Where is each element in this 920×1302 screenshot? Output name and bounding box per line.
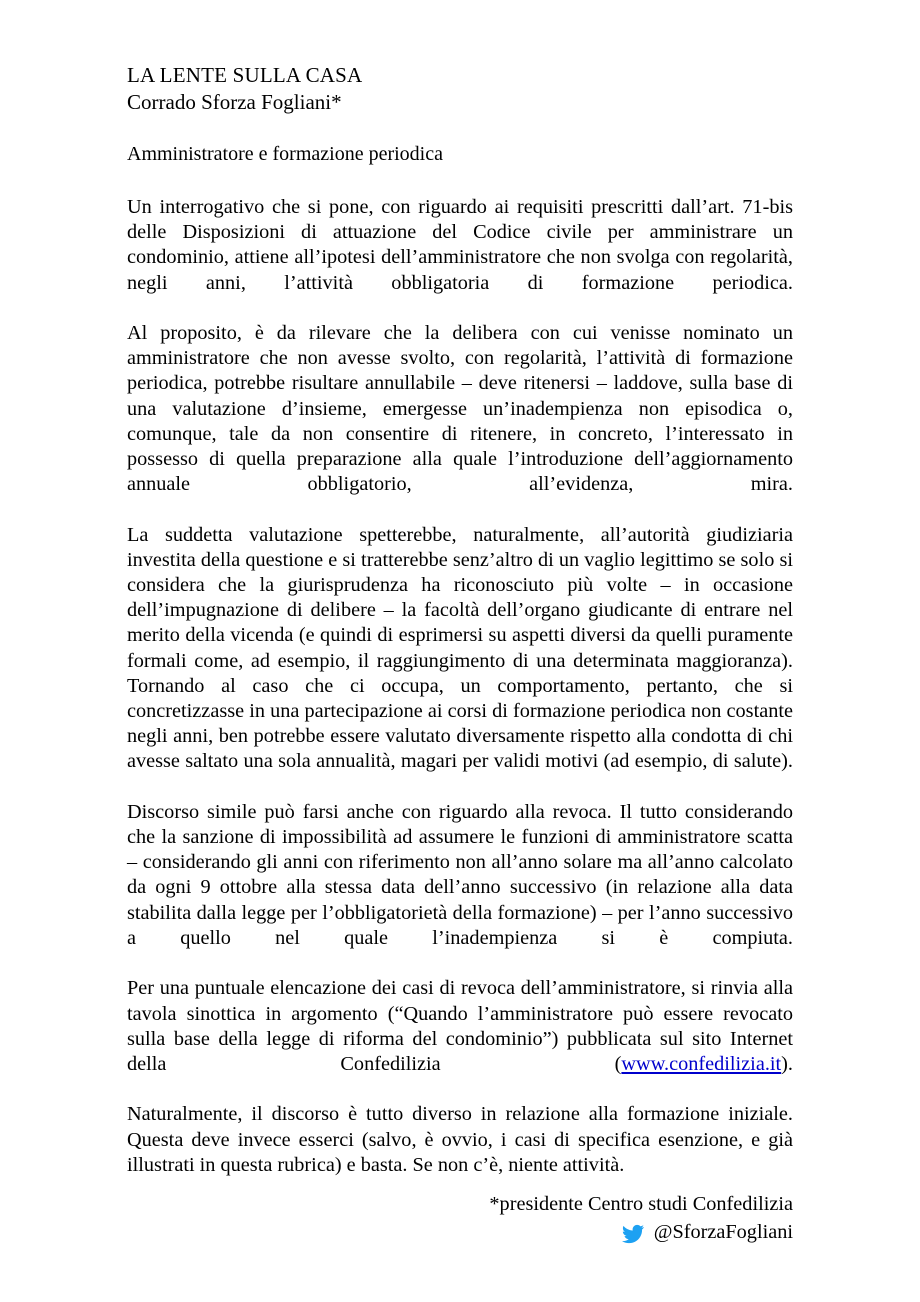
column-title: LA LENTE SULLA CASA: [127, 63, 363, 87]
twitter-handle-row: [127, 1218, 793, 1246]
twitter-handle[interactable]: @SforzaFogliani: [653, 1221, 793, 1243]
paragraph: La suddetta valutazione spetterebbe, naturalmente, all’autorità giudiziaria investita della questione e si tratterebbe senz’altro di un vaglio legittimo se solo si considera che la giurisprudenza ha riconosciuto più volte – in occasione dell’impugnazione di delibere – la facoltà dell’organo giudicante di entrare nel merito della vicenda (e quindi di esprimersi su aspetti diversi da quelli puramente formali come, ad esempio, il raggiungimento di una determinata maggioranza). Tornando al caso che ci occupa, un comportamento, pertanto, che si concretizzasse in una partecipazione ai corsi di formazione periodica non costante negli anni, ben potrebbe essere valutato diversamente rispetto alla condotta di chi avesse saltato una sola annualità, magari per validi motivi (ad esempio, di salute).: [127, 523, 793, 773]
paragraph: Naturalmente, il discorso è tutto diverso in relazione alla formazione iniziale. Questa deve invece esserci (salvo, è ovvio, i casi di specifica esenzione, e già illustrati in questa rubrica) e basta. Se non c’è, niente attività.: [127, 1103, 793, 1176]
paragraph-with-link: [127, 976, 793, 1102]
confedilizia-website-link[interactable]: www.confedilizia.it: [621, 1052, 782, 1075]
paragraph: Discorso simile può farsi anche con riguardo alla revoca. Il tutto considerando che la sanzione di impossibilità ad assumere le funzioni di amministratore scatta – considerando gli anni con riferimento non all’anno solare ma all’anno calcolato da ogni 9 ottobre alla stessa data dell’anno successivo (in relazione alla data stabilita dalla legge per l’obbligatorietà della formazione) – per l’anno successivo a quello nel quale l’inadempienza si è compiuta.: [127, 800, 793, 949]
author-role-note: *presidente Centro studi Confedilizia: [489, 1193, 793, 1215]
article-heading: Amministratore e formazione periodica: [127, 143, 443, 165]
author-byline: Corrado Sforza Fogliani*: [127, 90, 342, 114]
article-footer: [127, 1190, 793, 1246]
paragraph: Un interrogativo che si pone, con riguardo ai requisiti prescritti dall’art. 71-bis delle Disposizioni di attuazione del Codice civile per amministrare un condominio, attiene all’ipotesi dell’amministratore che non svolga con regolarità, negli anni, l’attività obbligatoria di formazione periodica.: [127, 196, 793, 294]
paragraph: Al proposito, è da rilevare che la delibera con cui venisse nominato un amministratore che non avesse svolto, con regolarità, l’attività di formazione periodica, potrebbe risultare annullabile – deve ritenersi – laddove, sulla base di una valutazione d’insieme, emergesse un’inadempienza non episodica o, comunque, tale da non consentire di ritenere, in concreto, l’interessato in possesso di quella preparazione alla quale l’introduzione dell’aggiornamento annuale obbligatorio, all’evidenza, mira.: [127, 322, 793, 496]
document-content: [127, 62, 793, 1178]
paragraph-text-before-link: Per una puntuale elencazione dei casi di revoca dell’amministratore, si rinvia alla tavola sinottica in argomento (“Quando l’amministratore può essere revocato sulla base della legge di riforma del condominio”) pubblicata sul sito Internet della Confedilizia (: [127, 977, 793, 1075]
twitter-icon: [622, 1224, 644, 1244]
masthead: [127, 62, 793, 116]
paragraph-text-after-link: ).: [781, 1052, 793, 1075]
article-body: [127, 195, 793, 1178]
